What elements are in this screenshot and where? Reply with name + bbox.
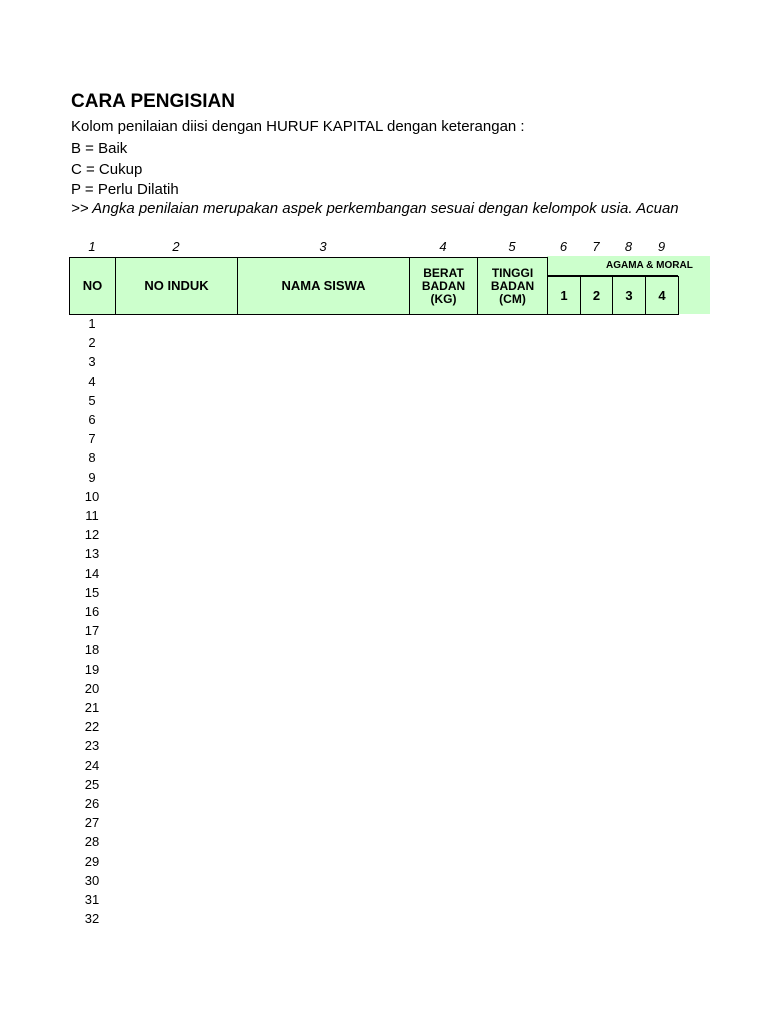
header-tinggi-badan xyxy=(477,257,548,315)
assessment-note: >> Angka penilaian merupakan aspek perkembangan sesuai dengan kelompok usia. Acuan xyxy=(71,200,679,217)
row-number: 15 xyxy=(84,584,100,600)
header-text-line: BADAN xyxy=(421,278,466,293)
group-header-label: AGAMA & MORAL xyxy=(606,260,693,271)
column-number: 2 xyxy=(172,239,180,254)
row-number: 26 xyxy=(84,796,100,811)
row-number: 22 xyxy=(84,719,100,735)
legend-cukup: C = Cukup xyxy=(71,161,143,178)
row-number: 5 xyxy=(88,392,96,408)
header-text-line: (KG) xyxy=(430,291,457,306)
row-number: 21 xyxy=(84,700,100,715)
row-number: 29 xyxy=(84,853,100,869)
column-number: 6 xyxy=(559,239,568,254)
row-number: 11 xyxy=(85,508,99,523)
column-number: 5 xyxy=(508,239,516,254)
row-number: 31 xyxy=(84,892,100,907)
column-number: 3 xyxy=(319,239,327,254)
row-number: 30 xyxy=(84,872,100,888)
row-number: 14 xyxy=(84,565,100,581)
header-text-line: (CM) xyxy=(499,291,526,306)
row-number: 2 xyxy=(88,335,96,351)
row-number: 23 xyxy=(84,738,100,754)
row-number: 9 xyxy=(88,469,96,485)
row-number: 17 xyxy=(84,623,100,639)
header-berat-badan xyxy=(409,257,478,315)
header-text-line: BADAN xyxy=(490,278,535,293)
row-number: 20 xyxy=(84,680,100,696)
header-nama-siswa: NAMA SISWA xyxy=(237,257,410,315)
row-number: 4 xyxy=(88,373,96,389)
column-number: 4 xyxy=(439,239,447,254)
row-number: 18 xyxy=(84,642,100,658)
row-number: 24 xyxy=(84,757,100,773)
sub-header-2: 2 xyxy=(580,276,613,315)
header-no: NO xyxy=(69,257,116,315)
row-number: 13 xyxy=(84,546,100,562)
row-number: 19 xyxy=(84,661,100,677)
sub-header-3: 3 xyxy=(612,276,646,315)
row-number: 1 xyxy=(88,316,96,331)
sub-header-1: 1 xyxy=(547,276,581,315)
header-text-line: TINGGI xyxy=(491,265,534,280)
row-number: 6 xyxy=(88,412,96,427)
legend-baik: B = Baik xyxy=(71,140,128,157)
column-number-row xyxy=(0,239,768,255)
header-text-line: BERAT xyxy=(423,265,464,280)
row-number: 27 xyxy=(84,815,100,831)
column-number: 1 xyxy=(88,239,96,254)
column-number: 9 xyxy=(657,239,666,254)
row-number: 10 xyxy=(84,488,100,504)
instruction-line: Kolom penilaian diisi dengan HURUF KAPITAL dengan keterangan : xyxy=(71,118,525,135)
row-number: 7 xyxy=(88,431,96,447)
row-number: 25 xyxy=(84,776,100,792)
header-no-induk: NO INDUK xyxy=(115,257,238,315)
page-title: CARA PENGISIAN xyxy=(71,91,235,112)
row-number: 32 xyxy=(84,911,100,927)
legend-perlu-dilatih: P = Perlu Dilatih xyxy=(71,181,179,198)
row-number: 12 xyxy=(84,527,100,543)
agama-moral-group-header xyxy=(547,257,693,275)
row-number: 28 xyxy=(84,834,100,850)
row-number: 16 xyxy=(84,604,100,619)
column-number: 8 xyxy=(624,239,633,254)
column-number: 7 xyxy=(592,239,600,254)
sub-header-4: 4 xyxy=(645,276,679,315)
row-number: 3 xyxy=(88,354,96,370)
row-number: 8 xyxy=(88,450,96,466)
